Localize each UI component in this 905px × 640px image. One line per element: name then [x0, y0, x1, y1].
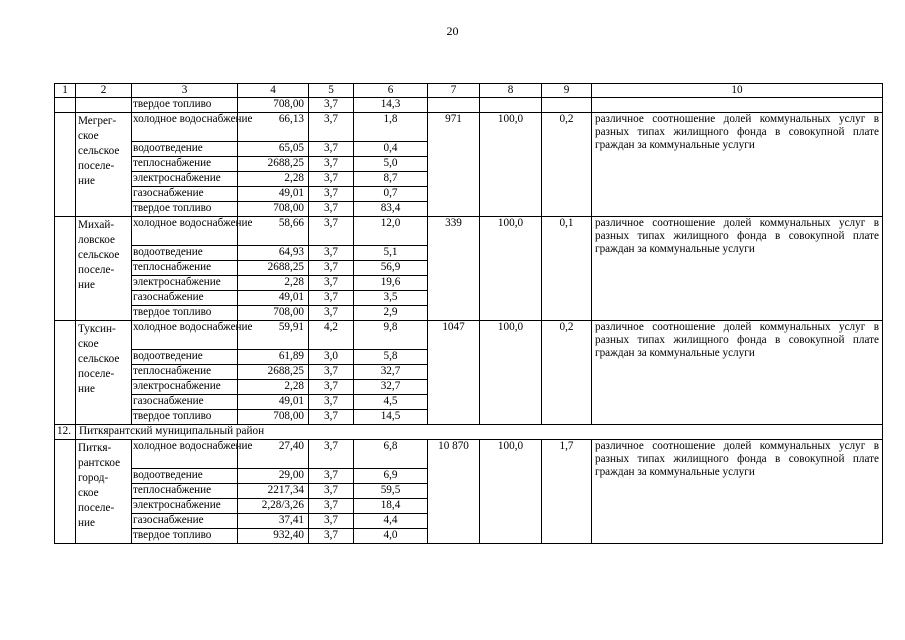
tariff-value: 49,01 [238, 291, 309, 306]
growth-value: 3,7 [309, 469, 354, 484]
growth-value: 3,7 [309, 113, 354, 142]
service-name: твердое топливо [132, 410, 238, 425]
settlement-name [76, 321, 132, 425]
share-value: 19,6 [354, 276, 428, 291]
column-header: 5 [309, 84, 354, 98]
section-row [55, 425, 883, 440]
tariff-table [54, 83, 883, 544]
growth-value: 3,7 [309, 172, 354, 187]
share-value: 56,9 [354, 261, 428, 276]
share-value: 83,4 [354, 202, 428, 217]
settlement-name-line: ское [78, 338, 99, 350]
tariff-value: 27,40 [238, 440, 309, 469]
growth-value: 3,7 [309, 187, 354, 202]
service-name: водоотведение [132, 469, 238, 484]
percent-value: 100,0 [480, 217, 542, 321]
share-value: 0,4 [354, 142, 428, 157]
growth-value: 3,7 [309, 395, 354, 410]
share-value: 5,8 [354, 350, 428, 365]
growth-value: 3,7 [309, 291, 354, 306]
service-name: электроснабжение [132, 172, 238, 187]
percent-value: 100,0 [480, 321, 542, 425]
growth-value: 3,7 [309, 484, 354, 499]
tariff-value: 708,00 [238, 202, 309, 217]
service-name: холодное водоснабжение [132, 321, 238, 350]
tariff-value: 65,05 [238, 142, 309, 157]
service-name: газоснабжение [132, 514, 238, 529]
growth-value: 3,7 [309, 157, 354, 172]
growth-value: 3,7 [309, 514, 354, 529]
share-value: 5,1 [354, 246, 428, 261]
service-name: электроснабжение [132, 380, 238, 395]
empty-cell [55, 98, 76, 113]
share-value: 4,4 [354, 514, 428, 529]
share-value: 3,5 [354, 291, 428, 306]
growth-value: 3,7 [309, 246, 354, 261]
tariff-value: 708,00 [238, 306, 309, 321]
section-number: 12. [55, 425, 76, 440]
service-name: теплоснабжение [132, 157, 238, 172]
tariff-value: 59,91 [238, 321, 309, 350]
settlement-name-line: ние [78, 175, 95, 187]
settlement-name [76, 217, 132, 321]
share-value: 8,7 [354, 172, 428, 187]
tariff-value: 58,66 [238, 217, 309, 246]
service-name: холодное водоснабжение [132, 113, 238, 142]
settlement-name-line: ние [78, 383, 95, 395]
share-value: 5,0 [354, 157, 428, 172]
service-name: теплоснабжение [132, 484, 238, 499]
growth-value: 3,7 [309, 306, 354, 321]
growth-value: 3,7 [309, 98, 354, 113]
deviation-value: 0,2 [542, 321, 592, 425]
table-row [55, 217, 883, 246]
settlement-name-line: сельское [78, 145, 120, 157]
column-header: 3 [132, 84, 238, 98]
share-value: 9,8 [354, 321, 428, 350]
service-name: газоснабжение [132, 187, 238, 202]
settlement-name-line: ловское [78, 234, 115, 246]
service-name: газоснабжение [132, 395, 238, 410]
population-value: 1047 [428, 321, 480, 425]
service-name: водоотведение [132, 246, 238, 261]
column-number-row [55, 84, 883, 98]
tariff-value: 64,93 [238, 246, 309, 261]
settlement-name-line: Мегрег- [78, 115, 117, 127]
column-header: 1 [55, 84, 76, 98]
growth-value: 3,7 [309, 440, 354, 469]
growth-value: 3,7 [309, 142, 354, 157]
settlement-name-line: ние [78, 517, 95, 529]
settlement-name-line: поселе- [78, 264, 115, 276]
share-value: 32,7 [354, 365, 428, 380]
empty-cell [55, 321, 76, 425]
table-body [55, 84, 883, 544]
column-header: 2 [76, 84, 132, 98]
empty-cell [76, 98, 132, 113]
growth-value: 3,7 [309, 202, 354, 217]
empty-cell [55, 440, 76, 544]
tariff-value: 2,28/3,26 [238, 499, 309, 514]
share-value: 1,8 [354, 113, 428, 142]
settlement-name-line: сельское [78, 353, 120, 365]
note-text: различное соотношение долей коммунальных услуг в разных типах жилищного фонда в совокупной плате граждан за коммунальные услуги [592, 217, 883, 321]
tariff-value: 2217,34 [238, 484, 309, 499]
settlement-name-line: Михай- [78, 219, 115, 231]
growth-value: 3,7 [309, 217, 354, 246]
growth-value: 3,7 [309, 365, 354, 380]
tariff-value: 708,00 [238, 98, 309, 113]
settlement-name-line: ское [78, 130, 99, 142]
note-text: различное соотношение долей коммунальных услуг в разных типах жилищного фонда в совокупной плате граждан за коммунальные услуги [592, 440, 883, 544]
service-name: твердое топливо [132, 98, 238, 113]
settlement-name-line: ние [78, 279, 95, 291]
share-value: 59,5 [354, 484, 428, 499]
tariff-value: 2688,25 [238, 365, 309, 380]
settlement-name-line: поселе- [78, 502, 115, 514]
tariff-value: 49,01 [238, 395, 309, 410]
settlement-name-line: город- [78, 472, 109, 484]
settlement-name-line: рантское [78, 457, 121, 469]
service-name: теплоснабжение [132, 365, 238, 380]
service-name: электроснабжение [132, 276, 238, 291]
empty-cell [55, 113, 76, 217]
service-name: холодное водоснабжение [132, 217, 238, 246]
population-value: 339 [428, 217, 480, 321]
page-number: 20 [446, 24, 459, 38]
tariff-value: 49,01 [238, 187, 309, 202]
empty-cell [428, 98, 480, 113]
column-header: 8 [480, 84, 542, 98]
settlement-name-line: сельское [78, 249, 120, 261]
share-value: 6,9 [354, 469, 428, 484]
empty-cell [480, 98, 542, 113]
table-row [55, 321, 883, 350]
settlement-name-line: поселе- [78, 160, 115, 172]
service-name: электроснабжение [132, 499, 238, 514]
table-row [55, 98, 883, 113]
share-value: 12,0 [354, 217, 428, 246]
growth-value: 3,7 [309, 380, 354, 395]
tariff-value: 2,28 [238, 276, 309, 291]
column-header: 6 [354, 84, 428, 98]
service-name: водоотведение [132, 350, 238, 365]
settlement-name-line: Туксин- [78, 323, 116, 335]
empty-cell [55, 217, 76, 321]
column-header: 7 [428, 84, 480, 98]
growth-value: 3,7 [309, 410, 354, 425]
tariff-value: 708,00 [238, 410, 309, 425]
note-text: различное соотношение долей коммунальных услуг в разных типах жилищного фонда в совокупной плате граждан за коммунальные услуги [592, 113, 883, 217]
tariff-value: 29,00 [238, 469, 309, 484]
share-value: 14,5 [354, 410, 428, 425]
tariff-value: 2,28 [238, 380, 309, 395]
share-value: 4,5 [354, 395, 428, 410]
growth-value: 4,2 [309, 321, 354, 350]
percent-value: 100,0 [480, 440, 542, 544]
tariff-value: 2,28 [238, 172, 309, 187]
population-value: 971 [428, 113, 480, 217]
tariff-value: 37,41 [238, 514, 309, 529]
settlement-name-line: Питкя- [78, 442, 112, 454]
service-name: теплоснабжение [132, 261, 238, 276]
growth-value: 3,0 [309, 350, 354, 365]
service-name: водоотведение [132, 142, 238, 157]
service-name: холодное водоснабжение [132, 440, 238, 469]
growth-value: 3,7 [309, 276, 354, 291]
tariff-value: 932,40 [238, 529, 309, 544]
share-value: 0,7 [354, 187, 428, 202]
section-title: Питкярантский муниципальный район [76, 425, 883, 440]
population-value: 10 870 [428, 440, 480, 544]
empty-cell [542, 98, 592, 113]
share-value: 18,4 [354, 499, 428, 514]
tariff-value: 66,13 [238, 113, 309, 142]
settlement-name [76, 113, 132, 217]
empty-cell [592, 98, 883, 113]
note-text: различное соотношение долей коммунальных услуг в разных типах жилищного фонда в совокупной плате граждан за коммунальные услуги [592, 321, 883, 425]
column-header: 10 [592, 84, 883, 98]
deviation-value: 0,2 [542, 113, 592, 217]
growth-value: 3,7 [309, 499, 354, 514]
table-row [55, 440, 883, 469]
share-value: 14,3 [354, 98, 428, 113]
table-row [55, 113, 883, 142]
growth-value: 3,7 [309, 529, 354, 544]
share-value: 6,8 [354, 440, 428, 469]
growth-value: 3,7 [309, 261, 354, 276]
service-name: твердое топливо [132, 529, 238, 544]
service-name: твердое топливо [132, 202, 238, 217]
column-header: 9 [542, 84, 592, 98]
tariff-value: 2688,25 [238, 157, 309, 172]
column-header: 4 [238, 84, 309, 98]
service-name: твердое топливо [132, 306, 238, 321]
settlement-name-line: поселе- [78, 368, 115, 380]
share-value: 32,7 [354, 380, 428, 395]
tariff-value: 2688,25 [238, 261, 309, 276]
share-value: 2,9 [354, 306, 428, 321]
settlement-name-line: ское [78, 487, 99, 499]
deviation-value: 1,7 [542, 440, 592, 544]
tariff-value: 61,89 [238, 350, 309, 365]
service-name: газоснабжение [132, 291, 238, 306]
deviation-value: 0,1 [542, 217, 592, 321]
settlement-name [76, 440, 132, 544]
percent-value: 100,0 [480, 113, 542, 217]
share-value: 4,0 [354, 529, 428, 544]
